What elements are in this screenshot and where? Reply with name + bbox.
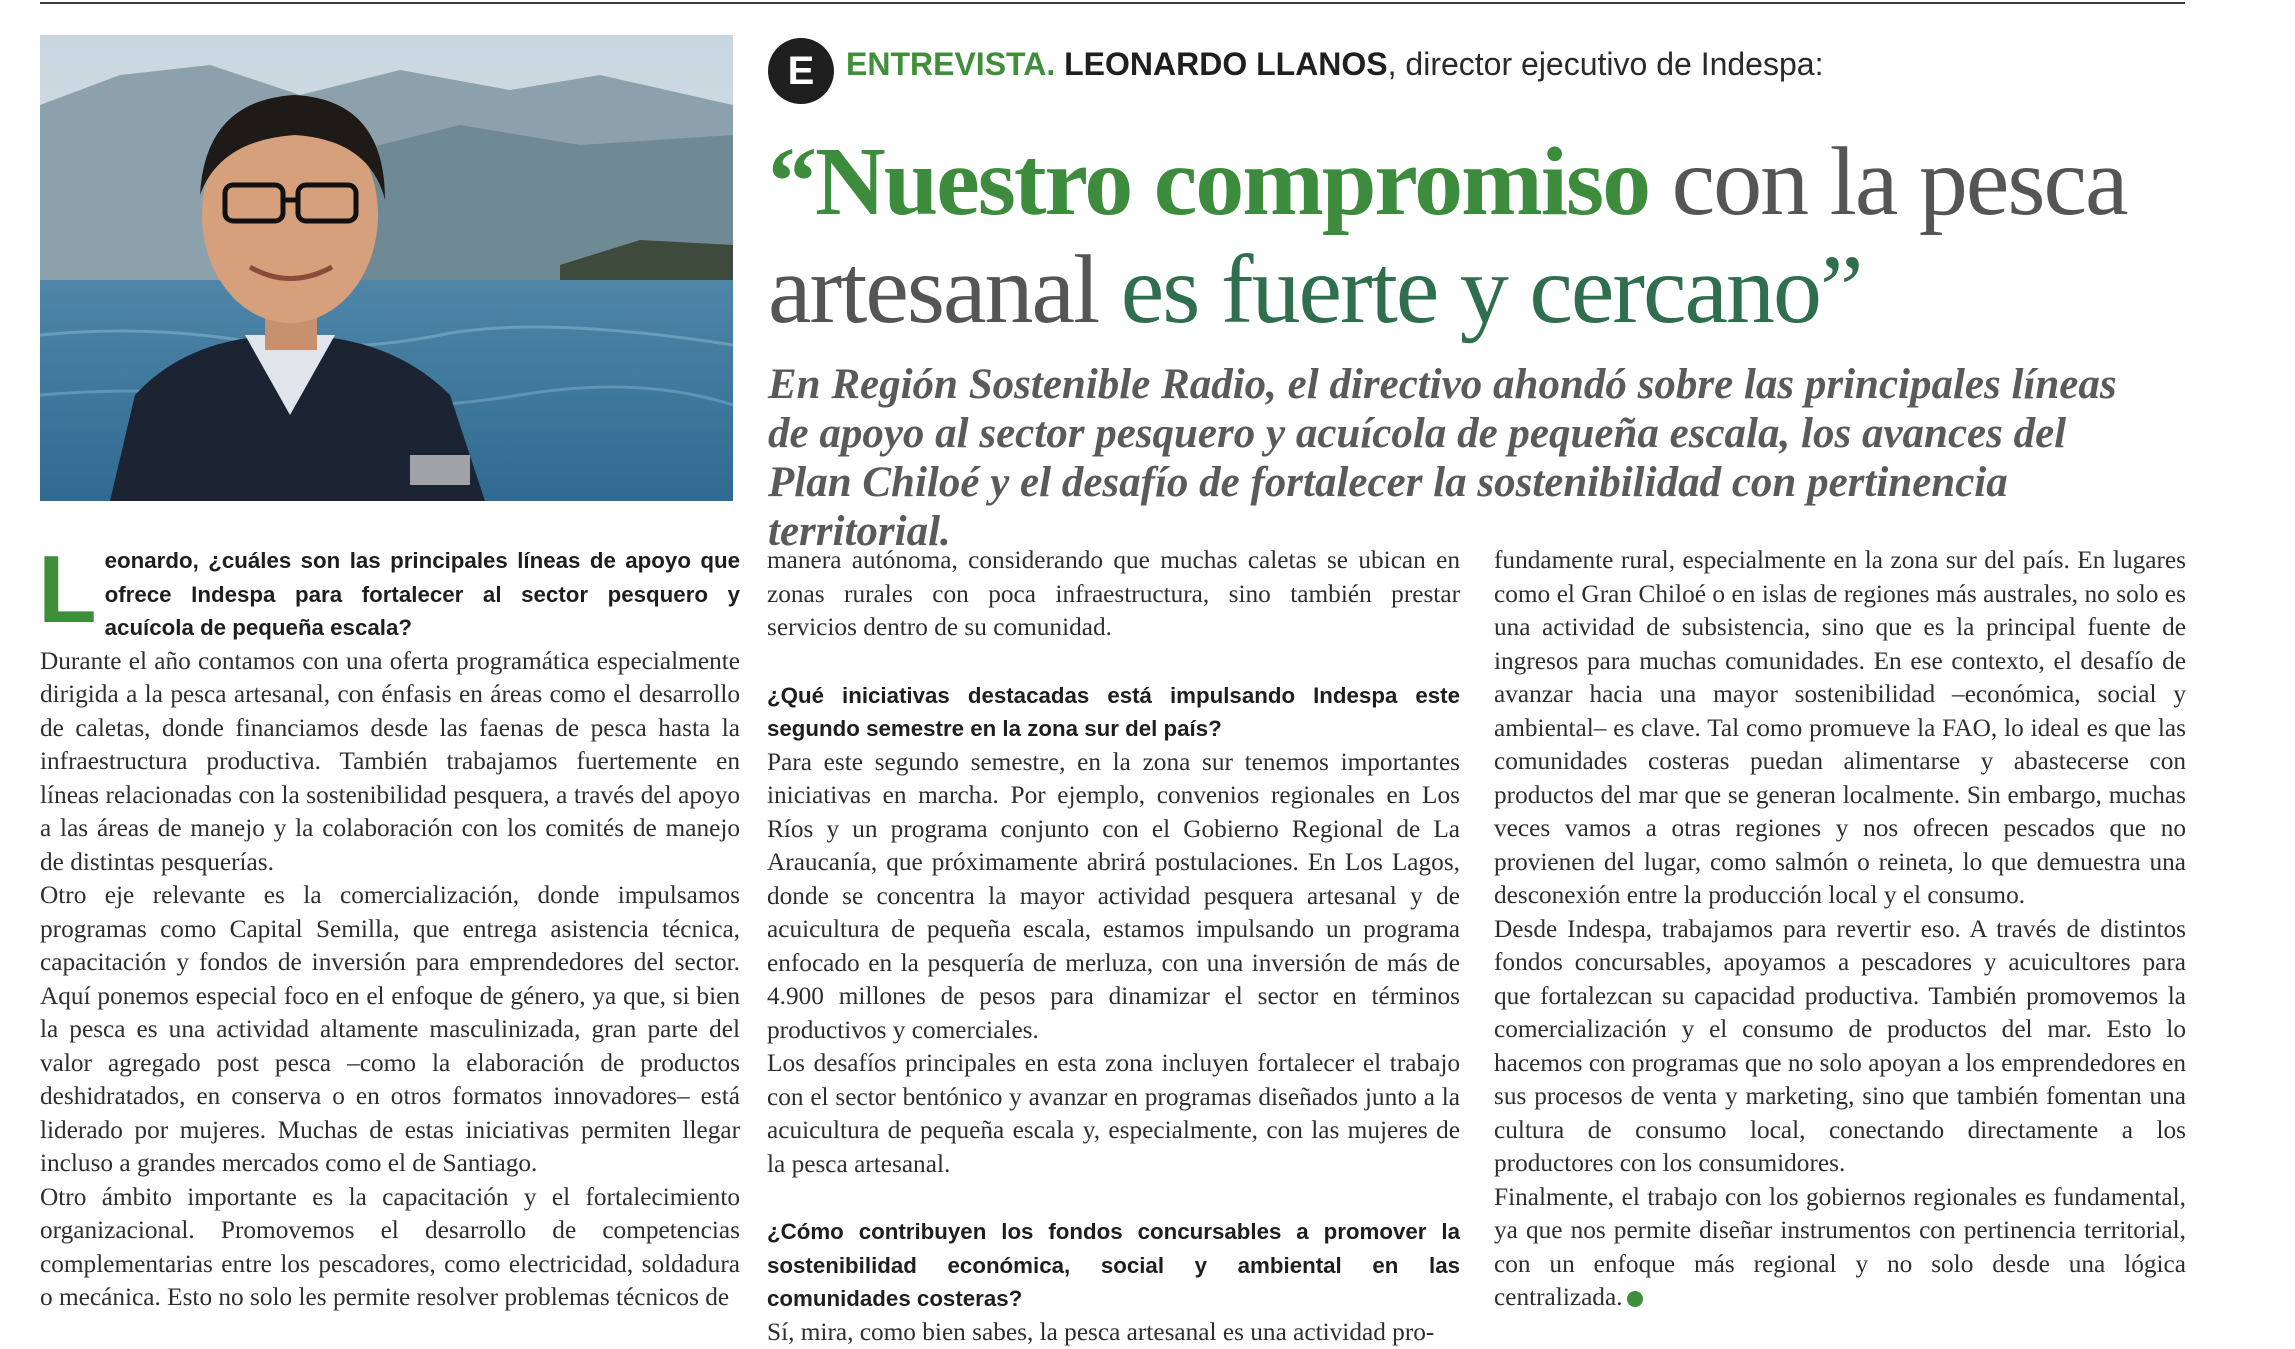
- spacer: [767, 1181, 1460, 1215]
- answer-paragraph: Sí, mira, como bien sabes, la pesca artesanal es una actividad pro-: [767, 1316, 1460, 1349]
- answer-paragraph: Para este segundo semestre, en la zona sur tenemos importantes iniciativas en marcha. Por ejemplo, convenios regionales en Los Ríos y un programa conjunto con el Gobierno Regional de La Araucanía, que próximamente abrirá postulaciones. En Los Lagos, donde se concentra la mayor actividad pesquera artesanal y de acuicultura de pequeña escala, estamos impulsando un programa enfocado en la pesquería de merluza, con una inversión de más de 4.900 millones de pesos para dinamizar el sector en términos productivos y comerciales.: [767, 746, 1460, 1048]
- kicker-line: [846, 46, 1823, 83]
- answer-paragraph: Otro ámbito importante es la capacitación y el fortalecimiento organizacional. Promovemos el desarrollo de competencias complementarias entre los pescadores, como electricidad, soldadura o mecánica. Esto no solo les permite resolver problemas técnicos de: [40, 1181, 740, 1315]
- headline: [768, 128, 2188, 344]
- portrait-photo: [40, 35, 733, 501]
- section-label: ENTREVISTA.: [846, 46, 1055, 82]
- question-1-text: eonardo, ¿cuáles son las principales líneas de apoyo que ofrece Indespa para fortalecer al sector pesquero y acuícola de pequeña escala?: [105, 548, 740, 640]
- interviewee-name: LEONARDO LLANOS: [1064, 46, 1388, 82]
- closing-text: Finalmente, el trabajo con los gobiernos regionales es fundamental, ya que nos permite diseñar instrumentos con pertinencia territorial, con un enfoque más regional y no solo desde una lógica centralizada.: [1494, 1183, 2186, 1312]
- drop-cap: L: [38, 550, 97, 630]
- answer-paragraph: Otro eje relevante es la comercialización, donde impulsamos programas como Capital Semilla, que entrega asistencia técnica, capacitación y fondos de inversión para emprendedores del sector. Aquí ponemos especial foco en el enfoque de género, ya que, si bien la pesca es una actividad altamente masculinizada, gran parte del valor agregado post pesca –como la elaboración de productos deshidratados, en conserva o en otros formatos innovadores– está liderado por mujeres. Muchas de estas iniciativas permiten llegar incluso a grandes mercados como el de Santiago.: [40, 879, 740, 1181]
- headline-part-1: “Nuestro compromiso: [768, 128, 1649, 236]
- answer-paragraph: Durante el año contamos con una oferta programática especialmente dirigida a la pesca artesanal, con énfasis en áreas como el desarrollo de caletas, donde financiamos desde las faenas de pesca hasta la infraestructura productiva. También trabajamos fuertemente en líneas relacionadas con la sostenibilidad pesquera, a través del apoyo a las áreas de manejo y la colaboración con los comités de manejo de distintas pesquerías.: [40, 645, 740, 880]
- column-1: [40, 544, 740, 1315]
- interviewee-role: , director ejecutivo de Indespa:: [1388, 46, 1824, 82]
- top-rule: [40, 2, 2185, 4]
- end-mark-icon: [1627, 1291, 1643, 1307]
- photo-illustration: [40, 35, 733, 501]
- answer-paragraph: Los desafíos principales en esta zona incluyen fortalecer el trabajo con el sector bentónico y avanzar en programas diseñados junto a la acuicultura de pequeña escala y, especialmente, con las mujeres de la pesca artesanal.: [767, 1047, 1460, 1181]
- headline-part-2: con la pesca artesanal: [768, 128, 2127, 344]
- closing-paragraph: [1494, 1181, 2186, 1315]
- column-3: [1494, 544, 2186, 1315]
- answer-paragraph: fundamente rural, especialmente en la zona sur del país. En lugares como el Gran Chiloé o en islas de regiones más australes, no solo es una actividad de subsistencia, sino que es la principal fuente de ingresos para muchas comunidades. En ese contexto, el desafío de avanzar hacia una mayor sostenibilidad –económica, social y ambiental– es clave. Tal como promueve la FAO, lo ideal es que las comunidades costeras puedan alimentarse y abastecerse con productos del mar que se generan localmente. Sin embargo, muchas veces vamos a otras regiones y nos ofrecen pescados que no provienen del lugar, como salmón o reineta, lo que demuestra una desconexión entre la producción local y el consumo.: [1494, 544, 2186, 913]
- question-2: ¿Qué iniciativas destacadas está impulsando Indespa este segundo semestre en la zona sur del país?: [767, 679, 1460, 746]
- spacer: [767, 645, 1460, 679]
- headline-part-3: es fuerte y cercano”: [1121, 236, 1862, 344]
- answer-paragraph: Desde Indespa, trabajamos para revertir eso. A través de distintos fondos concursables, apoyamos a pescadores y acuicultores para que fortalezcan su capacidad productiva. También promovemos la comercialización y el consumo de productos del mar. Esto lo hacemos con programas que no solo apoyan a los emprendedores en sus procesos de venta y marketing, sino que también fomentan una cultura de consumo local, conectando directamente a los productores con los consumidores.: [1494, 913, 2186, 1181]
- question-3: ¿Cómo contribuyen los fondos concursables a promover la sostenibilidad económica, social y ambiental en las comunidades costeras?: [767, 1215, 1460, 1316]
- answer-paragraph: manera autónoma, considerando que muchas caletas se ubican en zonas rurales con poca infraestructura, sino también prestar servicios dentro de su comunidad.: [767, 544, 1460, 645]
- column-2: [767, 544, 1460, 1349]
- section-badge: E: [768, 38, 834, 104]
- standfirst: En Región Sostenible Radio, el directivo ahondó sobre las principales líneas de apoyo al sector pesquero y acuícola de pequeña escala, los avances del Plan Chiloé y el desafío de fortalecer la sostenibilidad con pertinencia territorial.: [768, 360, 2148, 556]
- question-1: [40, 544, 740, 645]
